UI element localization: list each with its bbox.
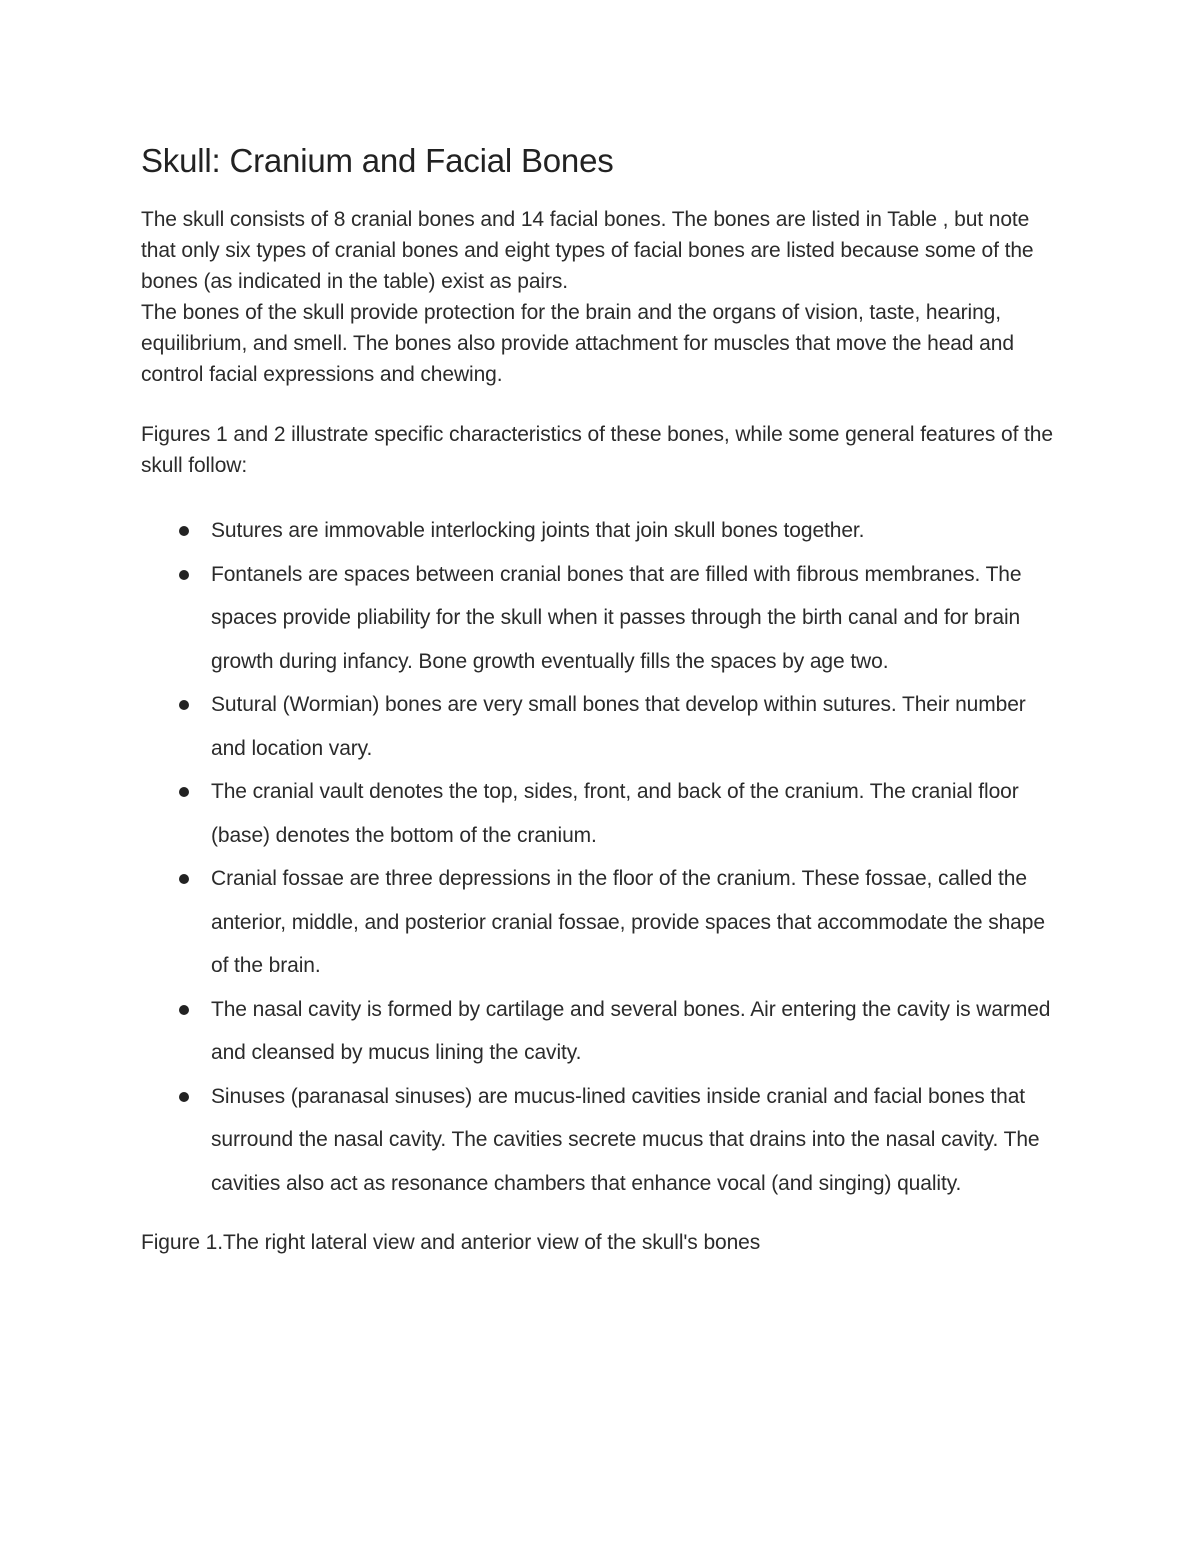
bullet-icon: [179, 787, 189, 797]
figure-caption: Figure 1.The right lateral view and anterior view of the skull's bones: [141, 1231, 761, 1254]
list-item: [141, 509, 1061, 553]
list-item: [141, 988, 1061, 1075]
list-item-text: The cranial vault denotes the top, sides, front, and back of the cranium. The cranial floor (base) denotes the bottom of the cranium.: [211, 780, 1019, 847]
list-item-text: Cranial fossae are three depressions in the floor of the cranium. These fossae, called the anterior, middle, and posterior cranial fossae, provide spaces that accommodate the shape of the brain.: [211, 867, 1045, 977]
list-item: [141, 770, 1061, 857]
page-title: Skull: Cranium and Facial Bones: [141, 142, 614, 179]
bullet-icon: [179, 874, 189, 884]
skull-features-list: [141, 509, 1061, 1205]
list-item-text: The nasal cavity is formed by cartilage and several bones. Air entering the cavity is warmed and cleansed by mucus lining the cavity.: [211, 997, 1051, 1064]
bullet-icon: [179, 570, 189, 580]
bullet-icon: [179, 526, 189, 536]
list-item-text: Fontanels are spaces between cranial bones that are filled with fibrous membranes. The spaces provide pliability for the skull when it passes through the birth canal and for brain growth during infancy. Bone growth eventually fills the spaces by age two.: [211, 562, 1022, 673]
bullet-icon: [179, 1005, 189, 1015]
list-item: [141, 1075, 1061, 1206]
list-item-text: Sutural (Wormian) bones are very small bones that develop within sutures. Their number and location vary.: [211, 693, 1026, 760]
list-item: [141, 553, 1061, 684]
bullet-icon: [179, 700, 189, 710]
list-item: [141, 857, 1061, 988]
list-item-text: Sinuses (paranasal sinuses) are mucus-lined cavities inside cranial and facial bones that surround the nasal cavity. The cavities secrete mucus that drains into the nasal cavity. The cavities also act as resonance chambers that enhance vocal (and singing) quality.: [211, 1084, 1040, 1195]
intro-paragraph-3: Figures 1 and 2 illustrate specific characteristics of these bones, while some general features of the skull follow:: [141, 423, 1053, 477]
document-page: [141, 138, 1061, 1258]
bullet-icon: [179, 1092, 189, 1102]
intro-paragraph-2: The bones of the skull provide protection for the brain and the organs of vision, taste, hearing, equilibrium, and smell. The bones also provide attachment for muscles that move the head and control facial expressions and chewing.: [141, 301, 1014, 386]
list-item-text: Sutures are immovable interlocking joints that join skull bones together.: [211, 519, 865, 542]
intro-paragraph-1: The skull consists of 8 cranial bones and 14 facial bones. The bones are listed in Table , but note that only six types of cranial bones and eight types of facial bones are listed because some of the bones (as indicated in the table) exist as pairs.: [141, 208, 1034, 293]
list-item: [141, 683, 1061, 770]
